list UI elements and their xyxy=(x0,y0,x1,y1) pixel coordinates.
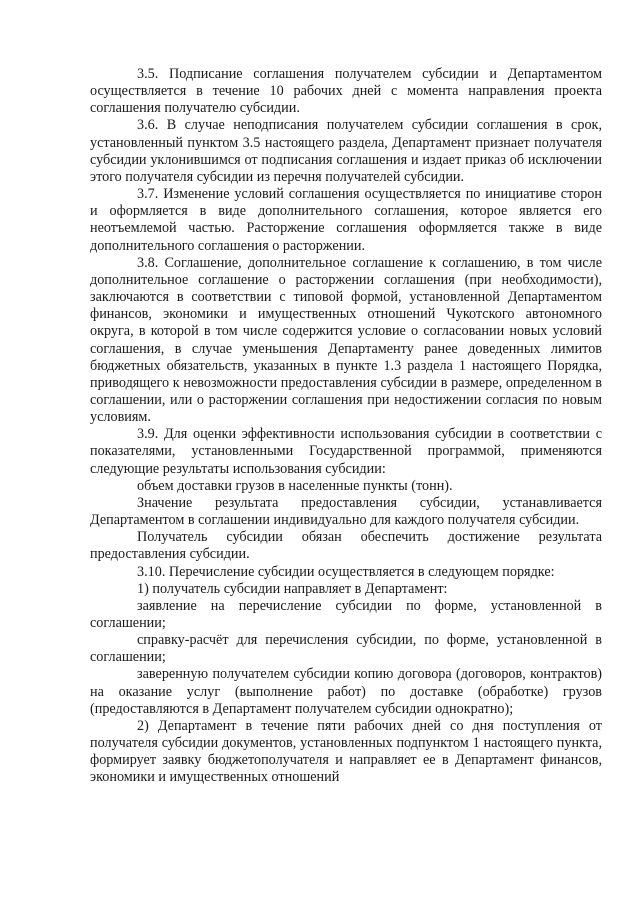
paragraph-3-7: 3.7. Изменение условий соглашения осуществляется по инициативе сторон и оформляется в виде дополнительного соглашения, которое является его неотъемлемой частью. Расторжение соглашения оформляется также в виде дополнительного соглашения о расторжении. xyxy=(90,186,602,254)
paragraph-calculation-certificate: справку-расчёт для перечисления субсидии, по форме, установленной в соглашении; xyxy=(90,632,602,666)
paragraph-3-5: 3.5. Подписание соглашения получателем субсидии и Департаментом осуществляется в течение 10 рабочих дней с момента направления проекта соглашения получателю субсидии. xyxy=(90,66,602,117)
paragraph-application: заявление на перечисление субсидии по форме, установленной в соглашении; xyxy=(90,597,602,631)
paragraph-3-6: 3.6. В случае неподписания получателем субсидии соглашения в срок, установленный пунктом 3.5 настоящего раздела, Департамент признает получателя субсидии уклонившимся от подписания соглашения и издает приказ об исключении этого получателя субсидии из перечня получателей субсидии. xyxy=(90,117,602,185)
document-page xyxy=(90,66,602,787)
paragraph-3-8: 3.8. Соглашение, дополнительное соглашение к соглашению, в том числе дополнительное соглашение о расторжении соглашения (при необходимости), заключаются в соответствии с типовой формой, установленной Департаментом финансов, экономики и имущественных отношений Чукотского автономного округа, в которой в том числе содержится условие о согласовании новых условий соглашения, в случае уменьшения Департаменту ранее доведенных лимитов бюджетных обязательств, указанных в пункте 1.3 раздела 1 настоящего Порядка, приводящего к невозможности предоставления субсидии в размере, определенном в соглашении, или о расторжении соглашения при недостижении согласия по новым условиям. xyxy=(90,254,602,426)
paragraph-result-volume: объем доставки грузов в населенные пункты (тонн). xyxy=(137,477,453,494)
paragraph-contract-copy: заверенную получателем субсидии копию договора (договоров, контрактов) на оказание услуг (выполнение работ) по доставке (обработке) грузов (предоставляются в Департамент получателем субсидии однократно); xyxy=(90,666,602,717)
paragraph-result-value: Значение результата предоставления субсидии, устанавливается Департаментом в соглашении индивидуально для каждого получателя субсидии. xyxy=(90,494,602,529)
paragraph-recipient-obligation: Получатель субсидии обязан обеспечить достижение результата предоставления субсидии. xyxy=(90,529,602,563)
paragraph-3-10-item-2: 2) Департамент в течение пяти рабочих дней со дня поступления от получателя субсидии документов, установленных подпунктом 1 настоящего пункта, формирует заявку бюджетополучателя и направляет ее в Департамент финансов, экономики и имущественных отношений xyxy=(90,717,602,786)
paragraph-3-9: 3.9. Для оценки эффективности использования субсидии в соответствии с показателями, установленными Государственной программой, применяются следующие результаты использования субсидии: xyxy=(90,426,602,477)
paragraph-3-10-item-1: 1) получатель субсидии направляет в Департамент: xyxy=(137,580,448,597)
paragraph-3-10: 3.10. Перечисление субсидии осуществляется в следующем порядке: xyxy=(137,563,555,580)
